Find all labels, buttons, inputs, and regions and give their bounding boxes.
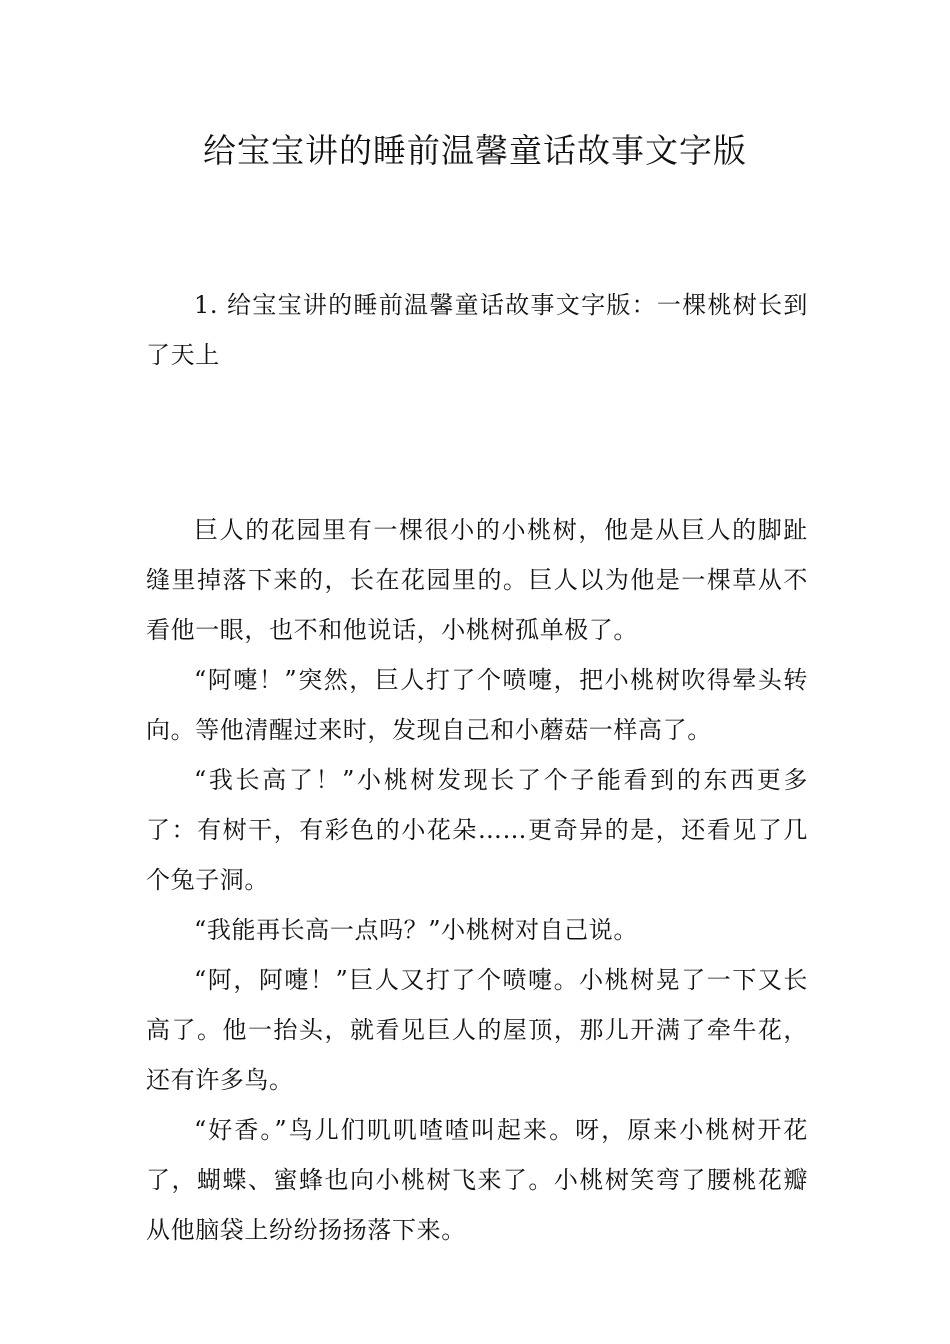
section-heading: 1. 给宝宝讲的睡前温馨童话故事文字版：一棵桃树长到了天上 [146, 291, 808, 369]
document-title: 给宝宝讲的睡前温馨童话故事文字版 [203, 131, 747, 170]
story-paragraph: “好香。”鸟儿们叽叽喳喳叫起来。呀，原来小桃树开花了，蝴蝶、蜜蜂也向小桃树飞来了。小桃树笑弯了腰桃花瓣从他脑袋上纷纷扬扬落下来。 [146, 1116, 808, 1244]
story-paragraph: “我能再长高一点吗？”小桃树对自己说。 [194, 916, 638, 944]
story-paragraph: “阿，阿嚏！”巨人又打了个喷嚏。小桃树晃了一下又长高了。他一抬头，就看见巨人的屋顶，那儿开满了牵牛花，还有许多鸟。 [146, 966, 808, 1094]
document-body [146, 280, 808, 1255]
story-paragraph: “阿嚏！”突然，巨人打了个喷嚏，把小桃树吹得晕头转向。等他清醒过来时，发现自己和小蘑菇一样高了。 [146, 666, 808, 744]
story-paragraph: “我长高了！”小桃树发现长了个子能看到的东西更多了：有树干，有彩色的小花朵……更奇异的是，还看见了几个兔子洞。 [146, 766, 808, 894]
story-paragraph: 巨人的花园里有一棵很小的小桃树，他是从巨人的脚趾缝里掉落下来的，长在花园里的。巨人以为他是一棵草从不看他一眼，也不和他说话，小桃树孤单极了。 [146, 516, 808, 644]
